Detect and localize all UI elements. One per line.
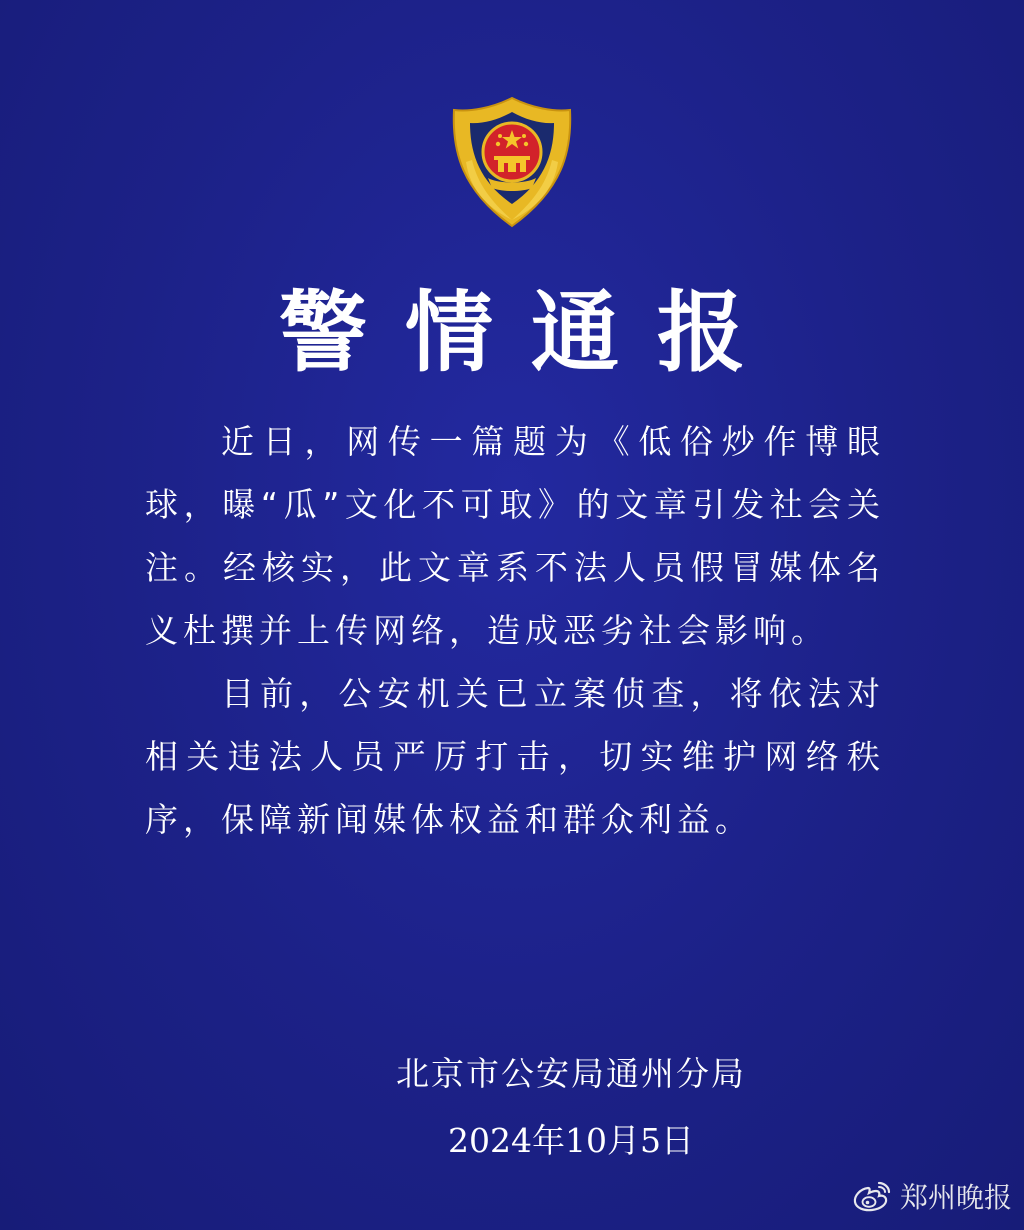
weibo-icon [852, 1179, 892, 1213]
notice-body [145, 410, 885, 851]
watermark-source-label: 郑州晚报 [899, 1181, 1012, 1214]
police-emblem-icon [442, 92, 582, 232]
issuer-name: 北京市公安局通州分局 [396, 1054, 746, 1093]
notice-paragraph: 目前，公安机关已立案侦查，将依法对相关违法人员严厉打击，切实维护网络秩序，保障新闻媒体权益和群众利益。 [145, 674, 885, 839]
source-watermark [852, 1176, 1012, 1216]
notice-title: 警情通报 [278, 281, 783, 384]
issue-date: 2024年10月5日 [448, 1121, 694, 1160]
notice-paragraph: 近日，网传一篇题为《低俗炒作博眼球，曝“瓜”文化不可取》的文章引发社会关注。经核实，此文章系不法人员假冒媒体名义杜撰并上传网络，造成恶劣社会影响。 [145, 422, 885, 650]
